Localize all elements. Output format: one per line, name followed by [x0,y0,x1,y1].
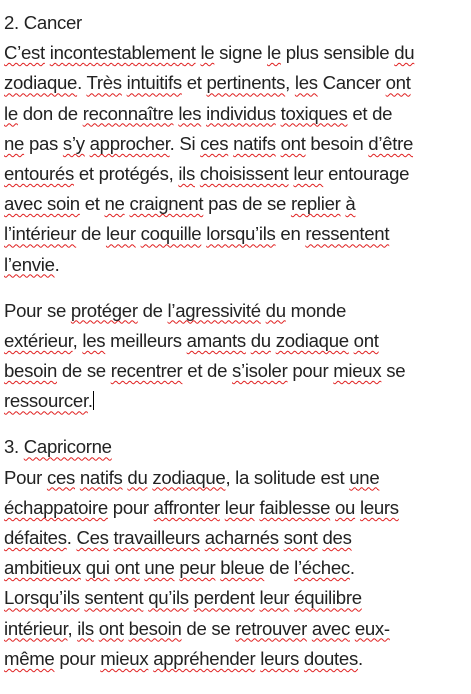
text-run: . [357,647,363,669]
misspelled-word: Lorsqu’ils [4,587,80,609]
misspelled-word: mieux [100,647,149,669]
misspelled-word: peur [179,557,216,579]
document-body[interactable] [4,8,470,674]
text-line [4,38,470,68]
misspelled-word: l’agressivité [167,299,261,321]
text-run: , [285,72,295,94]
misspelled-word: ne [104,193,125,215]
text-line [4,553,470,583]
text-line [4,189,470,219]
misspelled-word: défaites [4,527,67,548]
misspelled-word: ont [353,329,379,351]
misspelled-word: l’envie [4,253,55,275]
text-run: et de [182,360,233,382]
misspelled-word: ambitieux [4,557,81,579]
text-run: de [137,299,168,321]
misspelled-word: ne [4,132,25,154]
misspelled-word: natifs [233,132,276,154]
text-run: , [72,329,83,351]
misspelled-word: eux- [354,617,390,639]
text-run: besoin [305,132,369,154]
misspelled-word: s’y [62,132,85,154]
text-run: . [87,390,93,412]
misspelled-word: faiblesse [259,496,331,518]
misspelled-word: perdent [193,587,255,609]
misspelled-word: ont [280,132,306,154]
misspelled-word: toxiques [280,102,348,124]
text-run: en [275,223,306,245]
text-line [4,250,470,280]
misspelled-word: appréhender [153,647,256,669]
text-run: de [264,557,295,579]
text-line [4,386,470,416]
misspelled-word: avec [311,617,350,639]
misspelled-word: ressourcer [4,390,88,412]
section [4,416,470,674]
text-run: 2. Cancer [4,12,82,33]
text-run: et protégés, [73,162,179,184]
section-heading [4,432,470,462]
text-line [4,523,470,553]
misspelled-word: Capricorne [23,436,112,458]
misspelled-word: lorsqu’ils [206,223,276,245]
misspelled-word: protéger [70,299,138,321]
misspelled-word: ou [335,496,356,518]
text-run: . [54,253,60,275]
misspelled-word: leur [259,587,290,609]
misspelled-word: à [345,193,356,215]
misspelled-word: travailleurs [113,527,200,548]
text-run: pas [24,132,63,154]
misspelled-word: zodiaque [275,329,349,351]
misspelled-word: recentrer [110,360,183,382]
misspelled-word: d’être [368,132,414,154]
text-line [4,463,470,493]
misspelled-word: retrouver [235,617,307,639]
misspelled-word: du [127,466,148,488]
misspelled-word: choisissent [199,162,289,184]
misspelled-word: Très [86,72,122,94]
misspelled-word: le [267,42,281,64]
misspelled-word: qui [85,557,110,579]
misspelled-word: s’isoler [232,360,288,382]
misspelled-word: approcher [89,132,170,154]
misspelled-word: besoin [4,360,57,382]
misspelled-word: coquille [140,223,202,245]
misspelled-word: avec soin [4,193,80,215]
misspelled-word: ils [77,617,94,639]
section-spacer [4,416,470,432]
misspelled-word: échappatoire [4,496,108,518]
text-line [4,493,470,523]
misspelled-word: ces [46,466,75,488]
text-line [4,129,470,159]
text-run: de se [57,360,111,382]
text-run: . [349,557,355,579]
text-line [4,326,470,356]
misspelled-word: ont [98,617,124,639]
misspelled-word: sont [283,527,318,548]
misspelled-word: intuitifs [126,72,182,94]
text-run: et [181,72,207,94]
misspelled-word: les [82,329,106,351]
text-run: pour [107,496,154,518]
text-run: pour [287,360,334,382]
text-run: . Si [169,132,201,154]
text-run: pas de se [203,193,291,215]
misspelled-word: replier [290,193,341,215]
misspelled-word: pertinents [206,72,286,94]
text-run: don de [17,102,83,124]
misspelled-word: acharnés [204,527,279,548]
misspelled-word: bleue [220,557,265,579]
text-run: entourage [323,162,410,184]
text-run: Cancer [317,72,386,94]
text-line [4,159,470,189]
text-run: de [76,223,106,245]
text-line [4,296,470,326]
misspelled-word: sentent [84,587,144,609]
text-line [4,583,470,613]
text-line [4,644,470,674]
misspelled-word: extérieur [4,329,73,351]
text-run: Pour [4,466,47,488]
misspelled-word: du [394,42,415,64]
text-run: plus sensible [280,42,395,64]
misspelled-word: leurs [359,496,399,518]
misspelled-word: intérieur [4,617,68,639]
text-run: , la solitude est [225,466,350,488]
misspelled-word: les [294,72,318,94]
misspelled-word: craignent [129,193,204,215]
paragraph [4,38,470,280]
text-line [4,614,470,644]
misspelled-word: ces [200,132,229,154]
misspelled-word: ressentent [305,223,390,245]
section-heading [4,8,470,38]
misspelled-word: zodiaque [152,466,226,488]
paragraph-spacer [4,280,470,296]
misspelled-word: besoin [128,617,182,639]
text-run: et de [347,102,393,124]
misspelled-word: Ces [76,527,109,548]
text-run: Pour se [4,299,71,321]
text-run: . [66,527,77,548]
paragraph [4,296,470,417]
text-cursor [93,391,94,410]
text-line [4,99,470,129]
misspelled-word: affronter [153,496,220,518]
text-line [4,356,470,386]
text-run: signe [214,42,267,64]
misspelled-word: leur [105,223,136,245]
misspelled-word: des [322,527,352,548]
misspelled-word: même [4,647,55,669]
misspelled-word: C’est [4,42,45,64]
misspelled-word: reconnaître [82,102,174,124]
text-run: monde [285,299,346,321]
misspelled-word: amants [186,329,246,351]
misspelled-word: le [200,42,215,64]
text-run: , [67,617,78,639]
misspelled-word: zodiaque [4,72,78,94]
misspelled-word: entourés [4,162,74,184]
text-run: 3. [4,436,24,458]
misspelled-word: mieux [333,360,382,382]
text-run: et [79,193,105,215]
text-run: meilleurs [105,329,187,351]
text-line [4,219,470,249]
text-run: se [381,360,406,382]
text-run: . [77,72,87,94]
misspelled-word: l’intérieur [4,223,77,245]
misspelled-word: l’échec [294,557,350,579]
text-line [4,68,470,98]
text-run: pour [54,647,101,669]
section [4,8,470,416]
misspelled-word: du [265,299,286,321]
misspelled-word: leur [224,496,255,518]
misspelled-word: qu’ils [148,587,189,609]
misspelled-word: équilibre [294,587,362,609]
misspelled-word: ont [385,72,411,94]
misspelled-word: ils [178,162,195,184]
misspelled-word: une [144,557,175,579]
misspelled-word: une [349,466,380,488]
misspelled-word: le [4,102,18,124]
misspelled-word: natifs [79,466,123,488]
misspelled-word: leurs [260,647,300,669]
paragraph [4,463,470,674]
text-run: de se [181,617,236,639]
misspelled-word: ont [114,557,140,579]
misspelled-word: individus [206,102,276,124]
misspelled-word: incontestablement [49,42,196,64]
misspelled-word: les [178,102,202,124]
misspelled-word: du [250,329,271,351]
misspelled-word: leur [293,162,324,184]
misspelled-word: doutes [303,647,358,669]
